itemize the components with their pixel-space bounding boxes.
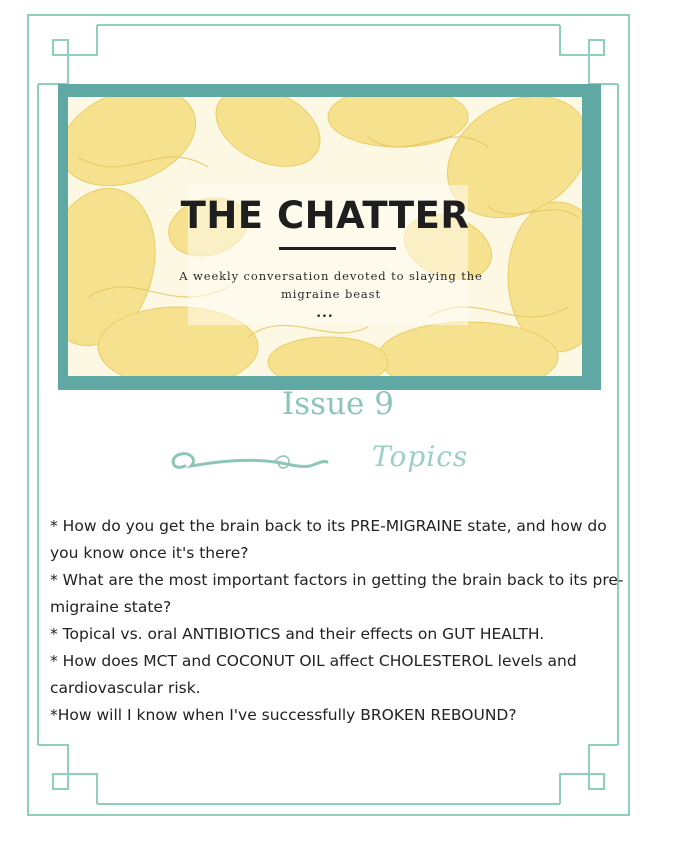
topic-item: * Topical vs. oral ANTIBIOTICS and their effects on GUT HEALTH.	[50, 625, 545, 643]
topics-list	[50, 513, 630, 729]
issue-number: Issue 9	[282, 386, 394, 422]
topic-item: *How will I know when I've successfully BROKEN REBOUND?	[50, 706, 517, 724]
header-banner	[58, 84, 601, 390]
banner-ellipsis: ...	[316, 305, 334, 321]
topic-item: * How does MCT and COCONUT OIL affect CHOLESTEROL levels and cardiovascular risk.	[50, 652, 577, 697]
floral-background	[68, 97, 582, 376]
topic-item: * How do you get the brain back to its PRE-MIGRAINE state, and how do you know once it's there?	[50, 517, 607, 562]
title-underline	[279, 247, 396, 250]
newsletter-tagline: A weekly conversation devoted to slaying the migraine beast	[179, 269, 483, 301]
newsletter-title: THE CHATTER	[180, 194, 470, 237]
topic-item: * What are the most important factors in getting the brain back to its pre-migraine state?	[50, 571, 624, 616]
topics-heading: Topics	[372, 440, 469, 473]
flourish-ornament	[165, 446, 335, 482]
